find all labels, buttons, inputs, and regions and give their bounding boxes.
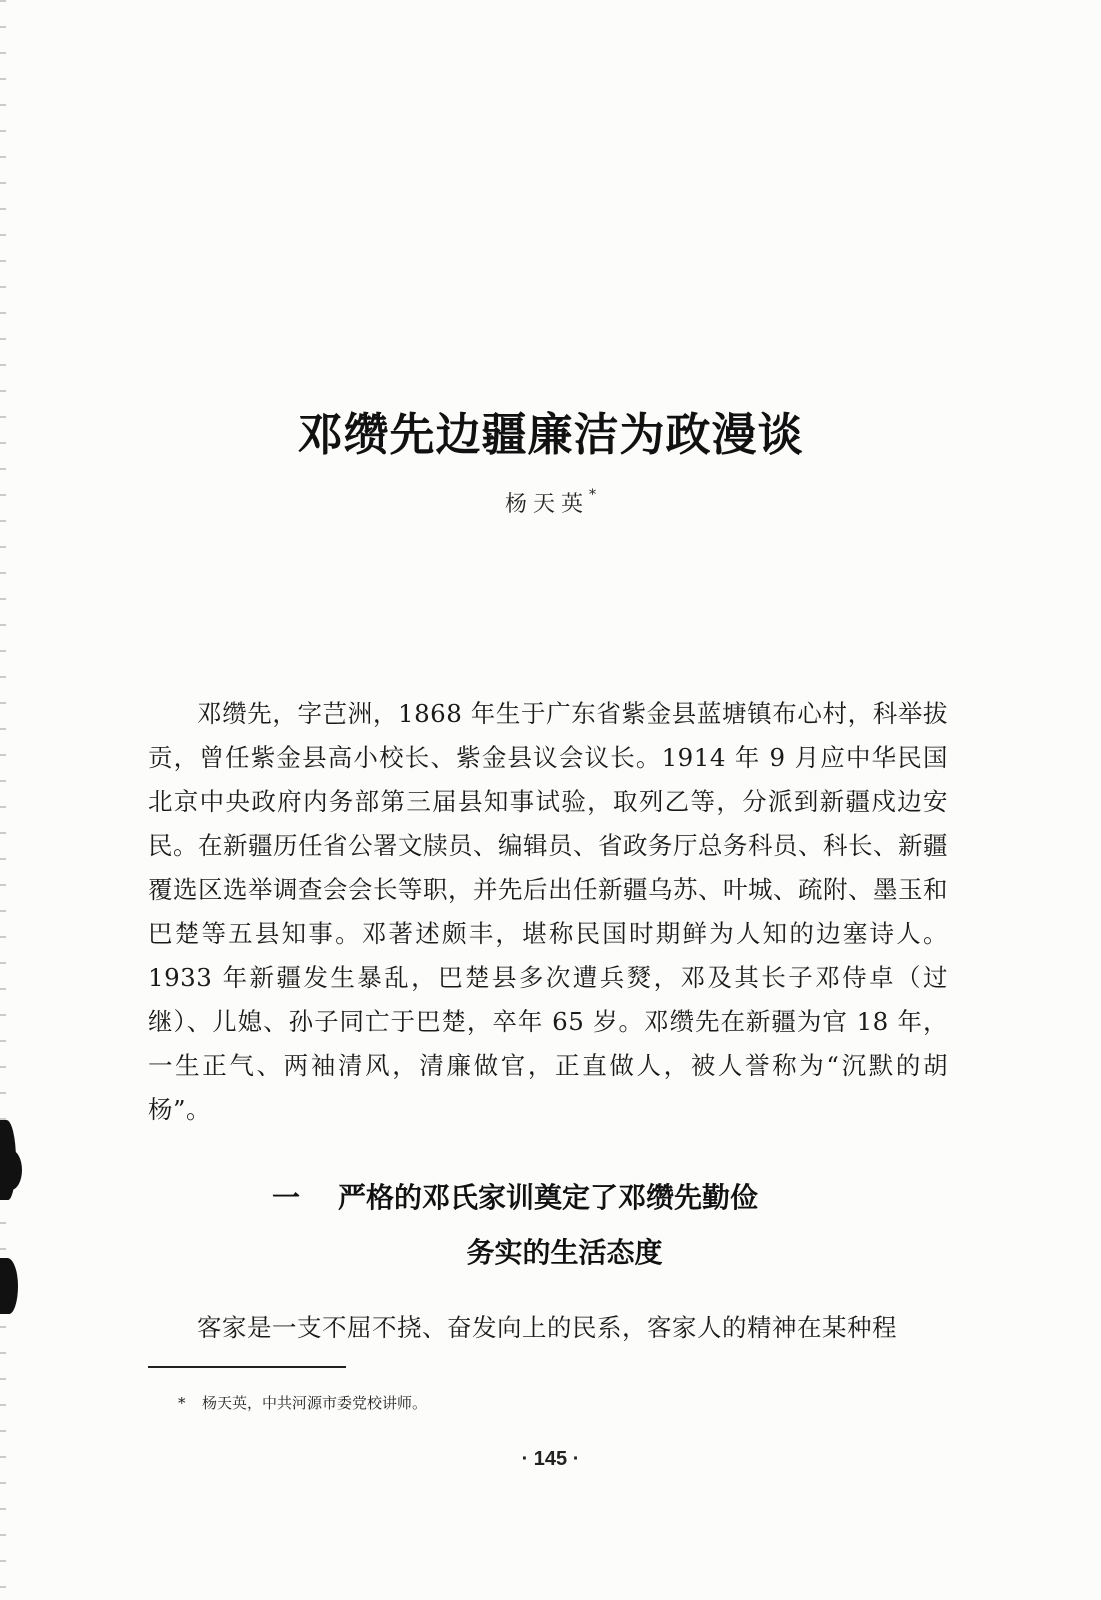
footnote	[178, 1392, 427, 1413]
author-name: 杨天英	[504, 492, 589, 517]
footnote-divider	[148, 1366, 346, 1368]
scan-edge-marks	[0, 0, 6, 1600]
section-heading-line1	[0, 1170, 1101, 1225]
section-number: 一	[272, 1181, 301, 1214]
section-title-part2: 务实的生活态度	[466, 1236, 663, 1269]
page-number: · 145 ·	[521, 1448, 580, 1470]
article-title: 邓缵先边疆廉洁为政漫谈	[297, 408, 804, 461]
intro-paragraph: 邓缵先，字芑洲，1868 年生于广东省紫金县蓝塘镇布心村，科举拔贡，曾任紫金县高小校长、紫金县议会议长。1914 年 9 月应中华民国北京中央政府内务部第三届县知事试验，取列乙等，分派到新疆戍边安民。在新疆历任省公署文牍员、编辑员、省政务厅总务科员、科长、新疆覆选区选举调查会会长等职，并先后出任新疆乌苏、叶城、疏附、墨玉和巴楚等五县知事。邓著述颇丰，堪称民国时期鲜为人知的边塞诗人。1933 年新疆发生暴乱，巴楚县多次遭兵燹，邓及其长子邓侍卓（过继）、儿媳、孙子同亡于巴楚，卒年 65 岁。邓缵先在新疆为官 18 年，一生正气、两袖清风，清廉做官，正直做人，被人誉称为“沉默的胡杨”。	[148, 699, 948, 1124]
footnote-mark: *	[178, 1394, 186, 1412]
author-footnote-mark: *	[589, 486, 596, 503]
section-paragraph: 客家是一支不屈不挠、奋发向上的民系，客家人的精神在某种程	[197, 1313, 897, 1342]
footnote-text: 杨天英，中共河源市委党校讲师。	[202, 1394, 428, 1412]
section-title-part1: 严格的邓氏家训奠定了邓缵先勤俭	[338, 1181, 759, 1214]
section-heading	[0, 1170, 1101, 1280]
author-line	[0, 487, 1101, 518]
